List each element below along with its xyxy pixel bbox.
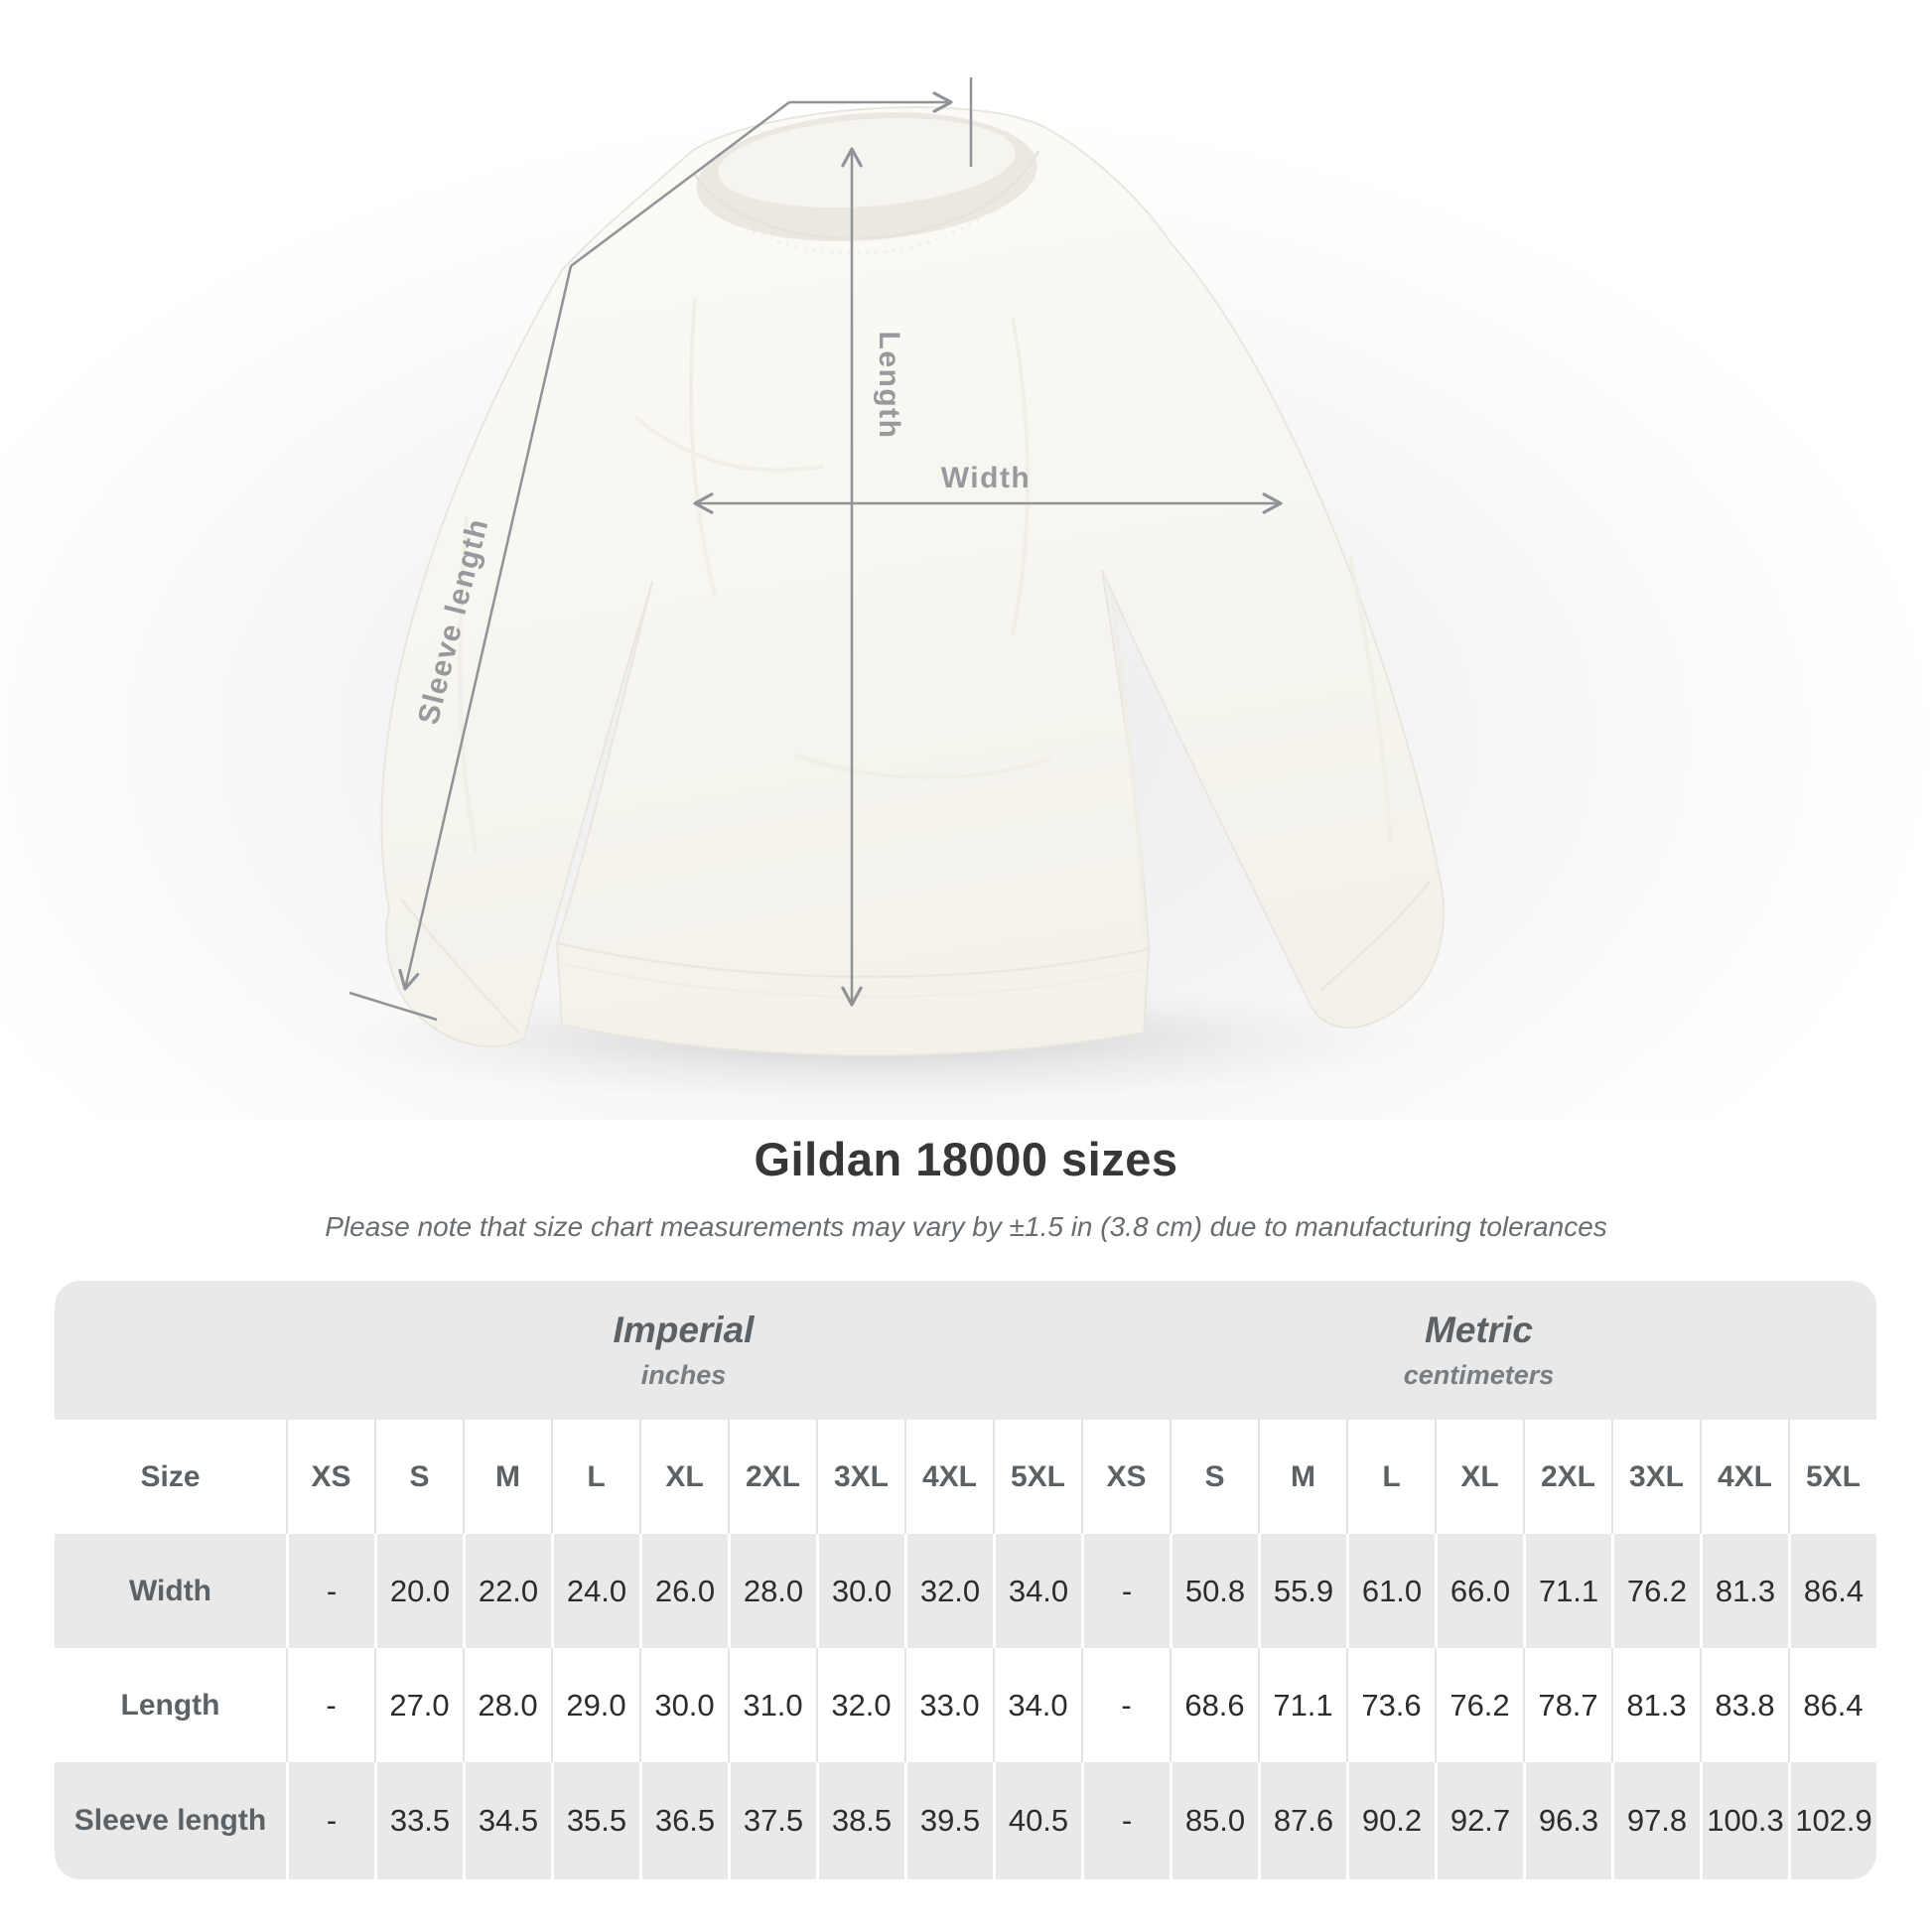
value-cell: 28.0 bbox=[728, 1534, 816, 1648]
value-cell: 100.3 bbox=[1700, 1762, 1788, 1879]
sweatshirt-illustration bbox=[381, 101, 1443, 1055]
value-cell: 34.0 bbox=[993, 1534, 1081, 1648]
size-cell: XS bbox=[1081, 1420, 1170, 1534]
size-cell: S bbox=[1170, 1420, 1258, 1534]
value-cell: 35.5 bbox=[551, 1762, 639, 1879]
sleeve-length-label: Sleeve length bbox=[412, 514, 495, 728]
value-cell: - bbox=[1081, 1534, 1170, 1648]
value-cell: 36.5 bbox=[639, 1762, 728, 1879]
value-cell: 71.1 bbox=[1258, 1648, 1346, 1762]
size-cell: 3XL bbox=[816, 1420, 904, 1534]
width-label: Width bbox=[940, 462, 1032, 494]
value-cell: 92.7 bbox=[1435, 1762, 1523, 1879]
value-cell: 102.9 bbox=[1788, 1762, 1876, 1879]
size-cell: M bbox=[463, 1420, 551, 1534]
size-cell: 5XL bbox=[993, 1420, 1081, 1534]
value-cell: 86.4 bbox=[1788, 1648, 1876, 1762]
value-cell: 83.8 bbox=[1700, 1648, 1788, 1762]
value-cell: 28.0 bbox=[463, 1648, 551, 1762]
value-cell: 76.2 bbox=[1611, 1534, 1700, 1648]
size-cell: XL bbox=[639, 1420, 728, 1534]
width-row bbox=[55, 1534, 1876, 1648]
value-cell: 34.5 bbox=[463, 1762, 551, 1879]
tolerance-note: Please note that size chart measurements may vary by ±1.5 in (3.8 cm) due to manufacturing tolerances bbox=[325, 1211, 1607, 1242]
row-label: Length bbox=[55, 1648, 286, 1762]
value-cell: 33.5 bbox=[374, 1762, 463, 1879]
value-cell: 81.3 bbox=[1700, 1534, 1788, 1648]
value-cell: - bbox=[286, 1648, 374, 1762]
value-cell: 55.9 bbox=[1258, 1534, 1346, 1648]
page-title: Gildan 18000 sizes bbox=[754, 1133, 1178, 1185]
value-cell: - bbox=[286, 1762, 374, 1879]
size-cell: L bbox=[551, 1420, 639, 1534]
size-table-container bbox=[55, 1281, 1876, 1879]
size-cell: M bbox=[1258, 1420, 1346, 1534]
value-cell: 68.6 bbox=[1170, 1648, 1258, 1762]
value-cell: 30.0 bbox=[639, 1648, 728, 1762]
corner-cell bbox=[55, 1281, 286, 1420]
size-cell: L bbox=[1346, 1420, 1435, 1534]
value-cell: 24.0 bbox=[551, 1534, 639, 1648]
value-cell: 30.0 bbox=[816, 1534, 904, 1648]
value-cell: 29.0 bbox=[551, 1648, 639, 1762]
value-cell: 61.0 bbox=[1346, 1534, 1435, 1648]
size-cell: 4XL bbox=[1700, 1420, 1788, 1534]
value-cell: 87.6 bbox=[1258, 1762, 1346, 1879]
value-cell: 40.5 bbox=[993, 1762, 1081, 1879]
size-cell: 4XL bbox=[904, 1420, 993, 1534]
length-label: Length bbox=[873, 331, 905, 440]
value-cell: 73.6 bbox=[1346, 1648, 1435, 1762]
value-cell: 20.0 bbox=[374, 1534, 463, 1648]
value-cell: 90.2 bbox=[1346, 1762, 1435, 1879]
value-cell: 85.0 bbox=[1170, 1762, 1258, 1879]
length-row bbox=[55, 1648, 1876, 1762]
imperial-unit: inches bbox=[640, 1360, 727, 1390]
value-cell: 81.3 bbox=[1611, 1648, 1700, 1762]
metric-unit: centimeters bbox=[1403, 1360, 1555, 1390]
value-cell: 76.2 bbox=[1435, 1648, 1523, 1762]
row-label: Width bbox=[55, 1534, 286, 1648]
sleeve-length-row bbox=[55, 1762, 1876, 1879]
size-header-row bbox=[55, 1420, 1876, 1534]
value-cell: 66.0 bbox=[1435, 1534, 1523, 1648]
size-cell: XL bbox=[1435, 1420, 1523, 1534]
size-cell: 5XL bbox=[1788, 1420, 1876, 1534]
value-cell: - bbox=[286, 1534, 374, 1648]
value-cell: 96.3 bbox=[1523, 1762, 1611, 1879]
value-cell: 78.7 bbox=[1523, 1648, 1611, 1762]
size-cell: 2XL bbox=[1523, 1420, 1611, 1534]
value-cell: 31.0 bbox=[728, 1648, 816, 1762]
metric-header bbox=[1081, 1281, 1876, 1420]
value-cell: 50.8 bbox=[1170, 1534, 1258, 1648]
value-cell: 22.0 bbox=[463, 1534, 551, 1648]
value-cell: 97.8 bbox=[1611, 1762, 1700, 1879]
size-cell: XS bbox=[286, 1420, 374, 1534]
value-cell: 38.5 bbox=[816, 1762, 904, 1879]
size-table bbox=[55, 1281, 1876, 1879]
value-cell: 32.0 bbox=[816, 1648, 904, 1762]
value-cell: 37.5 bbox=[728, 1762, 816, 1879]
value-cell: - bbox=[1081, 1762, 1170, 1879]
imperial-header bbox=[286, 1281, 1081, 1420]
value-cell: 34.0 bbox=[993, 1648, 1081, 1762]
value-cell: 33.0 bbox=[904, 1648, 993, 1762]
value-cell: 32.0 bbox=[904, 1534, 993, 1648]
value-cell: 39.5 bbox=[904, 1762, 993, 1879]
value-cell: 71.1 bbox=[1523, 1534, 1611, 1648]
size-cell: S bbox=[374, 1420, 463, 1534]
value-cell: 26.0 bbox=[639, 1534, 728, 1648]
size-cell: 3XL bbox=[1611, 1420, 1700, 1534]
imperial-label: Imperial bbox=[613, 1310, 755, 1350]
metric-label: Metric bbox=[1425, 1310, 1533, 1350]
size-cell: 2XL bbox=[728, 1420, 816, 1534]
unit-header-row bbox=[55, 1281, 1876, 1420]
row-label: Sleeve length bbox=[55, 1762, 286, 1879]
value-cell: 27.0 bbox=[374, 1648, 463, 1762]
value-cell: 86.4 bbox=[1788, 1534, 1876, 1648]
size-header-cell: Size bbox=[55, 1420, 286, 1534]
value-cell: - bbox=[1081, 1648, 1170, 1762]
